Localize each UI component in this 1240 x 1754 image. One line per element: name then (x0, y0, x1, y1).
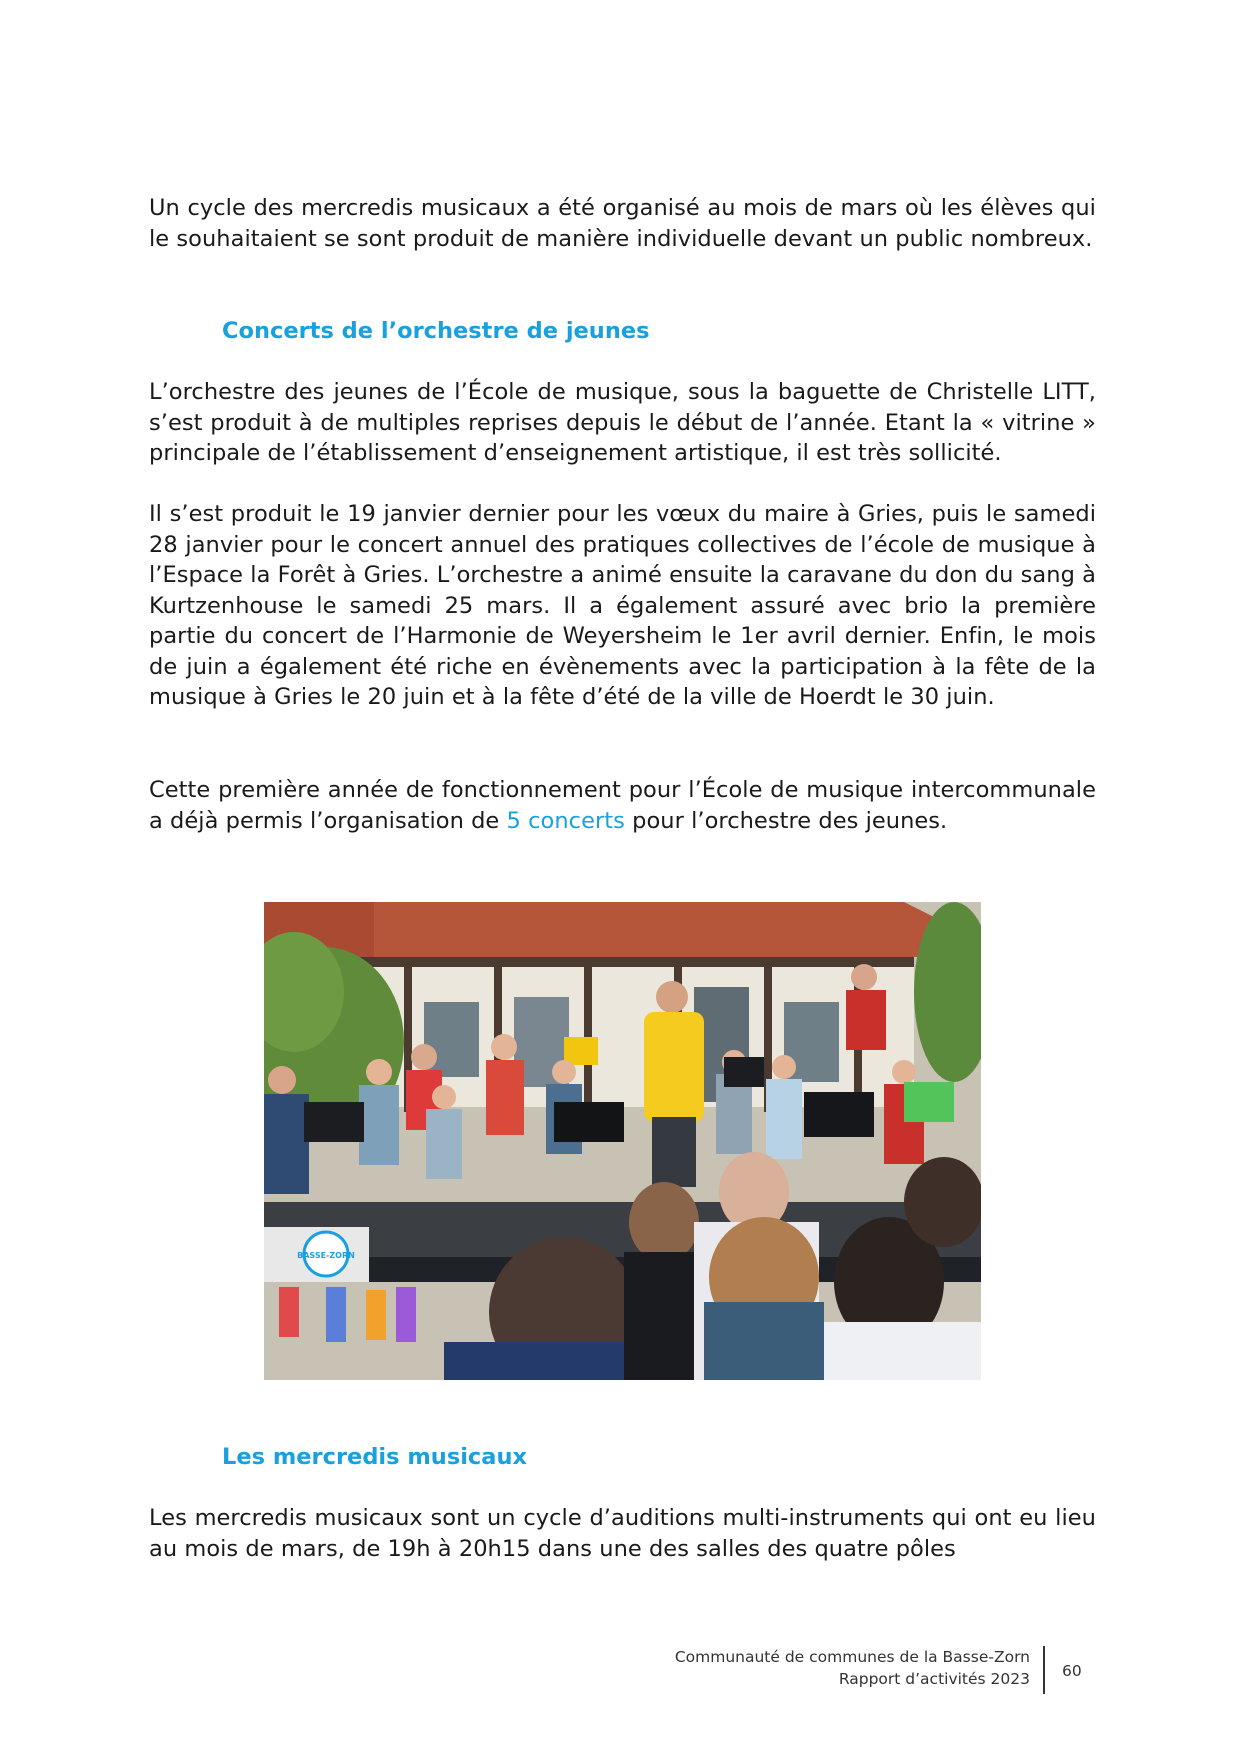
paragraph-3-text-before: Cette première année de fonctionnement pour l’École de musique intercommunale a déjà permis l’organisation de (149, 777, 1096, 834)
orchestre-paragraph-1: L’orchestre des jeunes de l’École de musique, sous la baguette de Christelle LITT, s’est produit à de multiples reprises depuis le début de l’année. Etant la « vitrine » principale de l’établissement d’enseignement artistique, il est très sollicité. (149, 379, 1096, 466)
concerts-count-highlight: 5 concerts (506, 807, 625, 834)
orchestre-paragraph-3 (149, 775, 1096, 836)
banner-text: BASSE-ZORN (297, 1251, 355, 1260)
footer-report-title: Rapport d’activités 2023 (838, 1670, 1030, 1688)
section-heading-orchestre: Concerts de l’orchestre de jeunes (222, 318, 650, 344)
section-heading-mercredis: Les mercredis musicaux (222, 1444, 527, 1470)
page-number: 60 (1062, 1662, 1082, 1680)
orchestra-concert-photo (264, 902, 981, 1380)
paragraph-3-text-after: pour l’orchestre des jeunes. (624, 807, 948, 834)
footer-divider (1043, 1646, 1045, 1694)
mercredis-paragraph-1: Les mercredis musicaux sont un cycle d’auditions multi-instruments qui ont eu lieu au mois de mars, de 19h à 20h15 dans une des salles des quatre pôles (149, 1505, 1096, 1562)
orchestre-paragraph-2: Il s’est produit le 19 janvier dernier pour les vœux du maire à Gries, puis le samedi 28 janvier pour le concert annuel des pratiques collectives de l’école de musique à l’Espace la Forêt à Gries. L’orchestre a animé ensuite la caravane du don du sang à Kurtzenhouse le samedi 25 mars. Il a également assuré avec brio la première partie du concert de l’Harmonie de Weyersheim le 1er avril dernier. Enfin, le mois de juin a également été riche en évènements avec la participation à la fête de la musique à Gries le 20 juin et à la fête d’été de la ville de Hoerdt le 30 juin. (149, 501, 1096, 710)
page-footer (600, 1646, 1030, 1690)
footer-organization: Communauté de communes de la Basse-Zorn (674, 1648, 1030, 1666)
intro-paragraph: Un cycle des mercredis musicaux a été organisé au mois de mars où les élèves qui le souhaitaient se sont produit de manière individuelle devant un public nombreux. (149, 195, 1096, 252)
